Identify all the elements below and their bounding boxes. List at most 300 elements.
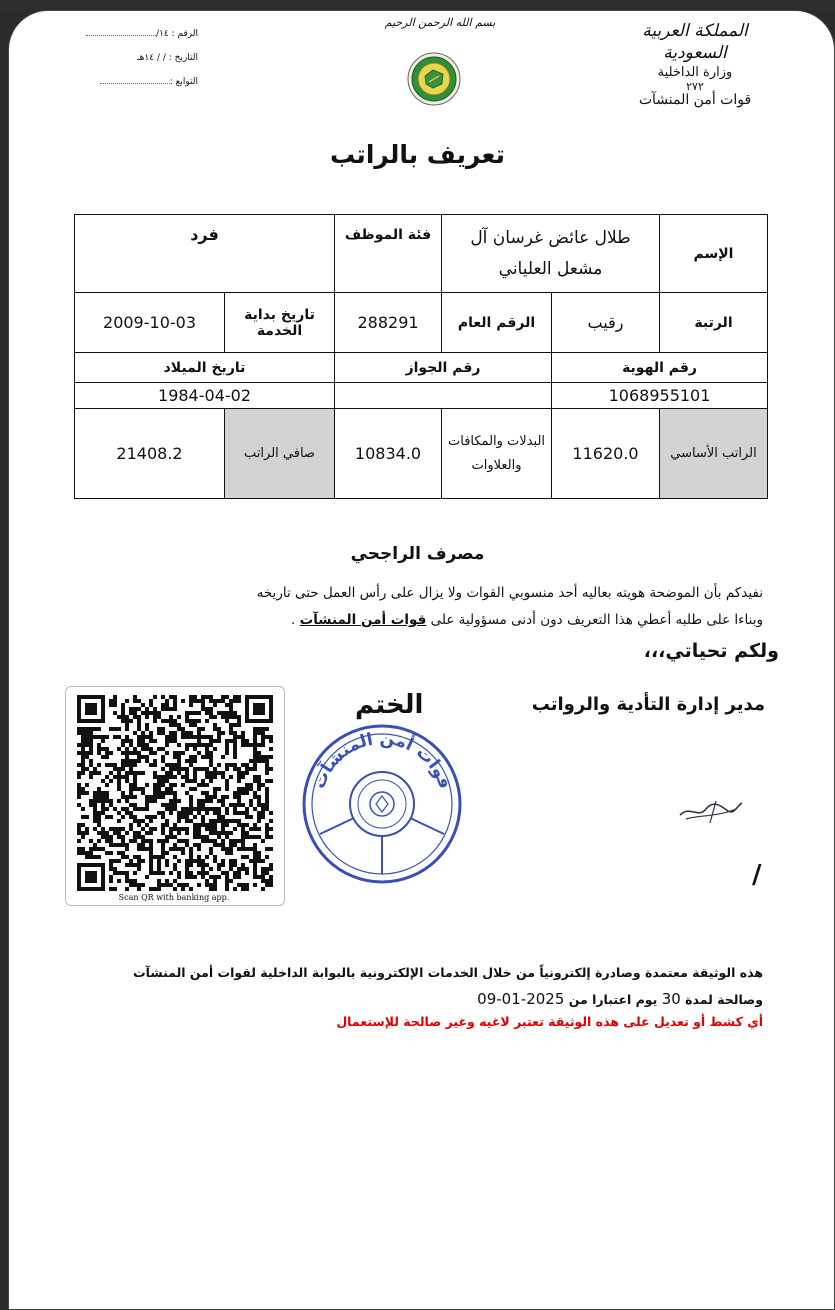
qr-module xyxy=(125,747,129,751)
qr-module xyxy=(137,735,141,739)
qr-module xyxy=(105,799,109,803)
qr-module xyxy=(161,695,165,699)
qr-module xyxy=(89,747,93,751)
qr-module xyxy=(149,871,153,875)
qr-module xyxy=(221,799,225,803)
qr-module xyxy=(117,879,121,883)
qr-module xyxy=(117,819,121,823)
qr-module xyxy=(233,747,237,751)
qr-module xyxy=(185,875,189,879)
qr-module xyxy=(129,811,133,815)
qr-module xyxy=(125,807,129,811)
qr-module xyxy=(121,843,125,847)
qr-module xyxy=(241,771,245,775)
qr-module xyxy=(169,811,173,815)
qr-module xyxy=(253,795,257,799)
qr-module xyxy=(181,887,185,891)
qr-module xyxy=(209,779,213,783)
qr-module xyxy=(113,871,117,875)
qr-module xyxy=(209,771,213,775)
qr-module xyxy=(165,819,169,823)
qr-module xyxy=(153,707,157,711)
qr-module xyxy=(161,719,165,723)
qr-module xyxy=(265,727,269,731)
qr-module xyxy=(137,843,141,847)
qr-module xyxy=(157,867,161,871)
qr-module xyxy=(193,755,197,759)
qr-module xyxy=(133,699,137,703)
qr-module xyxy=(77,731,81,735)
qr-module xyxy=(205,771,209,775)
qr-module xyxy=(117,827,121,831)
qr-module xyxy=(213,855,217,859)
qr-module xyxy=(161,791,165,795)
qr-module xyxy=(117,779,121,783)
qr-module xyxy=(217,835,221,839)
qr-module xyxy=(173,827,177,831)
qr-module xyxy=(177,875,181,879)
qr-module xyxy=(201,779,205,783)
qr-module xyxy=(173,835,177,839)
qr-module xyxy=(133,787,137,791)
qr-module xyxy=(173,755,177,759)
qr-module xyxy=(241,839,245,843)
qr-module xyxy=(85,755,89,759)
qr-module xyxy=(189,759,193,763)
rank-value: رقيب xyxy=(552,293,660,353)
qr-code-icon xyxy=(77,695,273,891)
qr-module xyxy=(149,739,153,743)
qr-module xyxy=(253,731,257,735)
qr-module xyxy=(253,735,257,739)
qr-module xyxy=(213,887,217,891)
qr-module xyxy=(197,739,201,743)
qr-module xyxy=(97,735,101,739)
qr-module xyxy=(261,867,265,871)
qr-module xyxy=(265,883,269,887)
qr-module xyxy=(225,743,229,747)
qr-module xyxy=(225,719,229,723)
qr-module xyxy=(81,735,85,739)
qr-module xyxy=(129,839,133,843)
qr-module xyxy=(209,755,213,759)
qr-module xyxy=(165,859,169,863)
qr-module xyxy=(257,855,261,859)
qr-module xyxy=(141,735,145,739)
qr-module xyxy=(197,831,201,835)
qr-module xyxy=(209,751,213,755)
qr-module xyxy=(165,863,169,867)
qr-module xyxy=(205,791,209,795)
qr-module xyxy=(109,727,113,731)
qr-module xyxy=(177,755,181,759)
qr-module xyxy=(257,795,261,799)
qr-module xyxy=(181,735,185,739)
qr-module xyxy=(97,823,101,827)
qr-module xyxy=(101,779,105,783)
qr-module xyxy=(129,795,133,799)
qr-module xyxy=(93,807,97,811)
qr-module xyxy=(213,827,217,831)
qr-module xyxy=(181,815,185,819)
qr-module xyxy=(153,775,157,779)
qr-module xyxy=(177,859,181,863)
qr-module xyxy=(241,731,245,735)
qr-module xyxy=(105,795,109,799)
qr-module xyxy=(185,827,189,831)
qr-module xyxy=(177,799,181,803)
qr-module xyxy=(157,883,161,887)
qr-module xyxy=(125,855,129,859)
qr-module xyxy=(217,819,221,823)
qr-module xyxy=(97,855,101,859)
qr-module xyxy=(161,843,165,847)
qr-module xyxy=(97,787,101,791)
qr-module xyxy=(153,763,157,767)
qr-module xyxy=(181,775,185,779)
qr-module xyxy=(257,759,261,763)
qr-module xyxy=(165,735,169,739)
qr-module xyxy=(89,771,93,775)
qr-module xyxy=(269,883,273,887)
qr-module xyxy=(229,819,233,823)
qr-module xyxy=(209,807,213,811)
qr-module xyxy=(125,871,129,875)
qr-module xyxy=(261,735,265,739)
qr-module xyxy=(93,791,97,795)
qr-module xyxy=(245,811,249,815)
qr-module xyxy=(253,835,257,839)
qr-module xyxy=(253,863,257,867)
qr-module xyxy=(117,843,121,847)
qr-module xyxy=(173,803,177,807)
qr-module xyxy=(125,727,129,731)
qr-module xyxy=(225,831,229,835)
qr-module xyxy=(209,695,213,699)
qr-module xyxy=(113,807,117,811)
qr-module xyxy=(133,839,137,843)
qr-module xyxy=(197,783,201,787)
qr-module xyxy=(153,827,157,831)
qr-module xyxy=(257,731,261,735)
qr-module xyxy=(137,715,141,719)
qr-module xyxy=(153,815,157,819)
qr-module xyxy=(153,783,157,787)
qr-module xyxy=(145,743,149,747)
body-line-2-end: . xyxy=(291,612,296,628)
qr-module xyxy=(241,887,245,891)
qr-module xyxy=(169,735,173,739)
qr-module xyxy=(181,883,185,887)
qr-module xyxy=(125,811,129,815)
qr-module xyxy=(81,759,85,763)
qr-module xyxy=(89,775,93,779)
qr-module xyxy=(237,771,241,775)
qr-module xyxy=(133,855,137,859)
qr-module xyxy=(165,839,169,843)
qr-module xyxy=(109,703,113,707)
qr-module xyxy=(141,843,145,847)
header-right xyxy=(610,20,780,108)
qr-module xyxy=(81,807,85,811)
qr-module xyxy=(137,887,141,891)
qr-module xyxy=(193,743,197,747)
qr-module xyxy=(105,763,109,767)
qr-module xyxy=(169,847,173,851)
qr-module xyxy=(265,763,269,767)
qr-module xyxy=(133,747,137,751)
qr-module xyxy=(137,771,141,775)
qr-module xyxy=(265,835,269,839)
qr-module xyxy=(121,759,125,763)
qr-module xyxy=(129,743,133,747)
qr-module xyxy=(117,775,121,779)
qr-module xyxy=(257,827,261,831)
qr-module xyxy=(129,707,133,711)
qr-module xyxy=(261,875,265,879)
qr-module xyxy=(121,751,125,755)
qr-module xyxy=(205,811,209,815)
qr-module xyxy=(81,815,85,819)
attachments-field xyxy=(100,74,170,84)
qr-module xyxy=(189,819,193,823)
qr-module xyxy=(193,767,197,771)
qr-module xyxy=(233,735,237,739)
qr-module xyxy=(121,703,125,707)
qr-module xyxy=(121,711,125,715)
qr-module xyxy=(257,783,261,787)
qr-module xyxy=(157,887,161,891)
ref-label: الرقم : ١٤/ xyxy=(156,29,198,39)
qr-module xyxy=(229,863,233,867)
qr-module xyxy=(161,707,165,711)
qr-module xyxy=(189,795,193,799)
qr-module xyxy=(149,711,153,715)
qr-module xyxy=(217,799,221,803)
qr-module xyxy=(205,795,209,799)
qr-module xyxy=(217,807,221,811)
qr-module xyxy=(77,831,81,835)
qr-module xyxy=(169,739,173,743)
qr-module xyxy=(261,839,265,843)
qr-module xyxy=(81,771,85,775)
qr-module xyxy=(209,707,213,711)
qr-module xyxy=(121,715,125,719)
qr-module xyxy=(161,767,165,771)
qr-module xyxy=(141,731,145,735)
qr-module xyxy=(109,851,113,855)
qr-module xyxy=(165,703,169,707)
qr-module xyxy=(149,735,153,739)
qr-module xyxy=(269,867,273,871)
qr-module xyxy=(105,815,109,819)
qr-module xyxy=(185,715,189,719)
qr-module xyxy=(81,727,85,731)
qr-module xyxy=(225,811,229,815)
qr-module xyxy=(265,823,269,827)
qr-module xyxy=(145,723,149,727)
qr-module xyxy=(241,835,245,839)
qr-module xyxy=(145,815,149,819)
qr-module xyxy=(237,871,241,875)
signature-mark xyxy=(676,795,746,825)
qr-module xyxy=(93,843,97,847)
qr-module xyxy=(117,771,121,775)
qr-module xyxy=(81,767,85,771)
qr-module xyxy=(77,851,81,855)
qr-module xyxy=(157,787,161,791)
qr-module xyxy=(213,747,217,751)
qr-module xyxy=(177,727,181,731)
qr-module xyxy=(245,835,249,839)
qr-module xyxy=(137,719,141,723)
qr-module xyxy=(141,747,145,751)
qr-module xyxy=(189,799,193,803)
qr-module xyxy=(177,771,181,775)
qr-module xyxy=(245,791,249,795)
qr-module xyxy=(253,751,257,755)
qr-module xyxy=(233,723,237,727)
qr-module xyxy=(229,731,233,735)
qr-module xyxy=(97,771,101,775)
qr-module xyxy=(193,859,197,863)
qr-module xyxy=(125,771,129,775)
qr-module xyxy=(205,863,209,867)
qr-module xyxy=(185,711,189,715)
qr-module xyxy=(213,775,217,779)
qr-module xyxy=(205,751,209,755)
qr-module xyxy=(173,855,177,859)
qr-module xyxy=(121,791,125,795)
qr-module xyxy=(205,883,209,887)
qr-module xyxy=(117,715,121,719)
qr-module xyxy=(117,767,121,771)
qr-module xyxy=(101,755,105,759)
qr-module xyxy=(149,867,153,871)
qr-module xyxy=(225,819,229,823)
qr-module xyxy=(117,747,121,751)
qr-module xyxy=(137,739,141,743)
footer-line-2-mid: يوم اعتبارا من xyxy=(568,992,658,1007)
qr-module xyxy=(189,695,193,699)
qr-module xyxy=(245,807,249,811)
qr-module xyxy=(253,739,257,743)
qr-module xyxy=(245,887,249,891)
qr-module xyxy=(229,775,233,779)
qr-module xyxy=(241,803,245,807)
qr-module xyxy=(149,851,153,855)
qr-module xyxy=(257,779,261,783)
qr-module xyxy=(173,799,177,803)
qr-module xyxy=(101,803,105,807)
qr-module xyxy=(181,851,185,855)
qr-module xyxy=(185,719,189,723)
qr-module xyxy=(189,699,193,703)
qr-module xyxy=(201,835,205,839)
qr-module xyxy=(205,835,209,839)
qr-module xyxy=(97,839,101,843)
qr-module xyxy=(233,871,237,875)
qr-module xyxy=(197,767,201,771)
qr-module xyxy=(161,759,165,763)
qr-module xyxy=(209,775,213,779)
qr-module xyxy=(157,795,161,799)
qr-module xyxy=(261,755,265,759)
qr-module xyxy=(97,799,101,803)
qr-module xyxy=(109,827,113,831)
qr-module xyxy=(141,791,145,795)
qr-module xyxy=(89,735,93,739)
birth-date-label: تاريخ الميلاد xyxy=(75,353,335,383)
qr-module xyxy=(157,855,161,859)
qr-module xyxy=(253,755,257,759)
qr-module xyxy=(209,847,213,851)
qr-module xyxy=(121,775,125,779)
qr-module xyxy=(121,767,125,771)
general-number-value: 288291 xyxy=(335,293,442,353)
qr-module xyxy=(193,815,197,819)
qr-module xyxy=(177,819,181,823)
qr-module xyxy=(253,859,257,863)
qr-module xyxy=(229,847,233,851)
qr-module xyxy=(193,771,197,775)
qr-module xyxy=(193,735,197,739)
qr-module xyxy=(185,811,189,815)
net-salary-label: صافي الراتب xyxy=(225,409,335,499)
qr-module xyxy=(185,775,189,779)
qr-module xyxy=(269,863,273,867)
allowances-value: 10834.0 xyxy=(335,409,442,499)
qr-module xyxy=(253,823,257,827)
qr-module xyxy=(109,815,113,819)
qr-module xyxy=(137,699,141,703)
qr-module xyxy=(129,759,133,763)
qr-module xyxy=(105,783,109,787)
qr-module xyxy=(241,787,245,791)
qr-module xyxy=(137,823,141,827)
qr-module xyxy=(165,883,169,887)
qr-module xyxy=(185,771,189,775)
qr-module xyxy=(213,771,217,775)
emblem-icon xyxy=(407,52,461,106)
qr-module xyxy=(193,807,197,811)
qr-container xyxy=(65,686,285,906)
qr-module xyxy=(141,835,145,839)
qr-module xyxy=(225,851,229,855)
qr-module xyxy=(189,711,193,715)
qr-module xyxy=(125,795,129,799)
qr-module xyxy=(149,799,153,803)
qr-module xyxy=(141,703,145,707)
qr-module xyxy=(149,831,153,835)
qr-module xyxy=(177,839,181,843)
qr-module xyxy=(245,831,249,835)
qr-module xyxy=(169,723,173,727)
qr-module xyxy=(265,787,269,791)
qr-module xyxy=(153,751,157,755)
qr-module xyxy=(173,863,177,867)
name-value: طلال عائض غرسان آل مشعل العلياني xyxy=(442,215,660,293)
qr-module xyxy=(145,707,149,711)
qr-module xyxy=(85,791,89,795)
qr-module xyxy=(101,811,105,815)
qr-module xyxy=(117,787,121,791)
qr-module xyxy=(197,807,201,811)
qr-module xyxy=(249,803,253,807)
qr-module xyxy=(201,735,205,739)
qr-module xyxy=(217,815,221,819)
qr-module xyxy=(89,731,93,735)
